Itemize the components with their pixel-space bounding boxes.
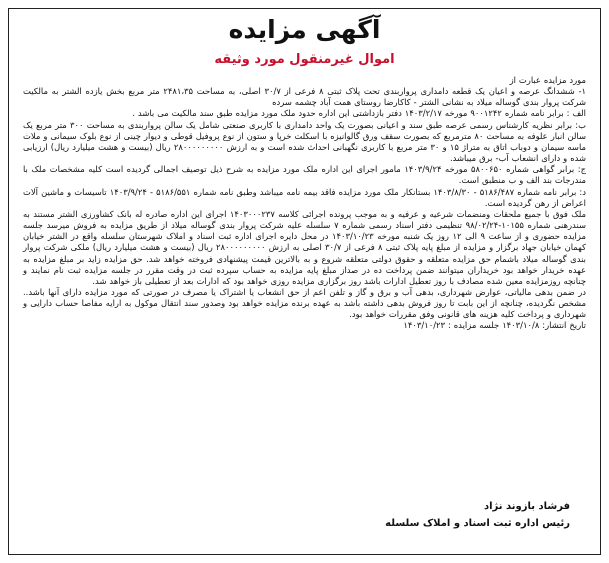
notice-body bbox=[23, 75, 586, 332]
body-paragraph-debts: در ضمن بدهی مالیاتی، عوارض شهرداری، بدهی آب و برق و گاز و تلفن اعم از حق انشعاب یا اشتراک یا مصرف در صورتی که مورد مزایده دارای آنها باشد.. مشخص نگردیده، چنانچه از این بابت تا روز فروش بدهی داشته باشد به عهده برنده مزایده خواهد بود وصدور سند انتقال موکول به ارایه مفاصا حساب دارایی و شهرداری و پرداخت کلیه هزینه های قانونی وفق مقررات خواهد بود. bbox=[23, 286, 586, 320]
body-paragraph-be: ب: برابر نظریه کارشناس رسمی عرصه طبق سند و اعیانی بصورت یک واحد دامداری با کاربری صنعتی شامل یک سالن پرواربندی به مساحت ۳۰۰ متر مربع یک سالن انبار علوفه به مساحت ۸۰ مترمربع که بصورت سقف ورق گالوانیزه با اسکلت خرپا و ستون از نوع پروفیل قوطی و دیوار چینی از نوع بلوک سیمانی و ملات ماسه سیمان و دوباب اتاق به متراژ ۱۵ و ۳۰ متر مربع با کاربری نگهبانی احداث شده است و به ارزش ۲۸۰۰۰۰۰۰۰۰۰ ریال (بیست و هشت میلیارد ریال) ارزیابی شده و دارای انشعاب آب- برق میباشد. bbox=[23, 119, 586, 164]
notice-frame bbox=[8, 8, 601, 555]
signatory-name: فرشاد بازوند نژاد bbox=[483, 501, 570, 512]
body-paragraph-auction-terms: ملک فوق با جمیع ملحقات ومنضمات شرعیه و عرفیه و به موجب پرونده اجرائی کلاسه ۱۴۰۳۰۰۰۲۳۷ اجرای این اداره صادره له بانک کشاورزی الشتر مستند به سندرهنی شماره ۱۰۱۵۵-۹۸/۰۲/۲۴ تنظیمی دفتر اسناد رسمی شماره ۷ سلسله علیه شرکت پروار بندی گوساله میلاد از طریق مزایده به فروش میرسد جلسه مزایده حضوری و از ساعت ۹ الی ۱۲ روز یک شنبه مورخه ۱۴۰۳/۱۰/۲۳ در محل دایره اجرای اداره ثبت اسناد و املاک شهرستان سلسله واقع در الشتر خیابان کهمان خیابان جهاد برگزار و مزایده از مبلغ پایه پلاک ثبتی ۸ فرعی از ۳۰/۷ اصلی به ارزش ۲۸۰۰۰۰۰۰۰۰۰ ریال (بیست و هشت میلیارد ریال) ملکی شرکت پروار بندی گوساله میلاد باشمام حق مزایده متعلقه و حقوق دولتی متعلقه شروع و به بالاترین قیمت پیشنهادی فروخته خواهد شد. حق مزایده زاید بر مبلغ مزایده به عهده خریدار خواهد بود خریداران میتوانند ضمن پرداخت ده در صداز مبلغ پایه مزایده به حساب سپرده ثبت در وقت مقرر در جلسه مزایده ثبت نام نمایند و چنانچه روزمزایده معین شده مصادف با روز تعطیل ادارات باشد روز برگزاری مزایده روزی خواهد بود که ادارات بعد از تعطیلی باز خواهد شد. bbox=[23, 208, 586, 286]
notice-subtitle: اموال غیرمنقول مورد وثیقه bbox=[214, 52, 395, 67]
body-paragraph-alef: الف : برابر نامه شماره ۹۰۰۱۲۴۲ مورخه ۱۴۰۳/۲/۱۷ دفتر بازداشتی این اداره حدود ملک مورد مزایده طبق سند مالکیت می باشد . bbox=[132, 108, 586, 119]
signature-block bbox=[385, 498, 570, 532]
body-paragraph-intro: مورد مزایده عبارت از bbox=[509, 75, 586, 85]
signatory-role: رئیس اداره ثبت اسناد و املاک سلسله bbox=[385, 518, 570, 529]
body-paragraph-dates: تاریخ انتشار: ۱۴۰۳/۱۰/۸ جلسه مزایده : ۱۴۰۳/۱۰/۲۳ bbox=[403, 320, 586, 331]
body-paragraph-jim: ج: برابر گواهی شماره ۵۸۰۰۶۵۰ مورخه ۱۴۰۳/۹/۲۴ مامور اجرای این اداره ملک مورد مزایده به شرح ذیل توصیف اجمالی گردیده است کلیه مشخصات ملک با مندرجات بند الف و ب منطبق است. bbox=[23, 164, 586, 186]
body-paragraph-property: ۱- ششدانگ عرصه و اعیان یک قطعه دامداری پرواربندی تحت پلاک ثبتی ۸ فرعی از ۳۰/۷ اصلی، به مساحت ۲۴۸۱،۳۵ متر مربع بخش یازده الشتر به مالکیت شرکت پروار بندی گوساله میلاد به نشانی الشتر - کاکارضا روستای همت آباد چشمه سرده bbox=[23, 86, 586, 108]
notice-title: آگهی مزایده bbox=[228, 15, 381, 44]
body-paragraph-dal: د: برابر نامه شماره ۵۱۸۶/۴۸۷ - ۱۴۰۳/۸/۳۰ بستانکار ملک مورد مزایده فاقد بیمه نامه میباشد وطبق نامه شماره ۵۱۸۶/۵۵۱ - ۱۴۰۳/۹/۲۴ تاسیسات و ماشین آلات اعراض از رهن گردیده است. bbox=[23, 186, 586, 208]
